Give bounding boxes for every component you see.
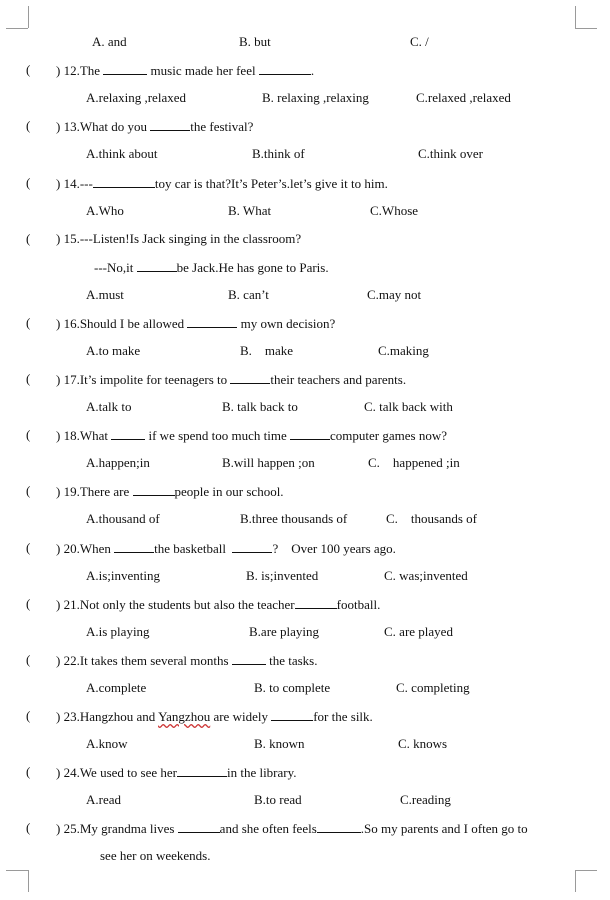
answer-paren: ( (26, 118, 31, 133)
option-a: A.complete (86, 680, 147, 695)
answer-blank (230, 371, 270, 384)
question-text-end: people in our school. (174, 484, 284, 499)
option-b: B. make (240, 343, 294, 358)
option-a: A.read (86, 792, 122, 807)
crop-mark-top-right-vertical (575, 6, 576, 28)
option-a: A.must (86, 287, 124, 302)
question-text: ) 12.The (56, 63, 101, 78)
question-text-end: .So my parents and I often go to (360, 821, 528, 836)
option-b: B.will happen ;on (222, 455, 315, 470)
question-text-mid: and she often feels (219, 821, 317, 836)
answer-paren: ( (26, 820, 31, 835)
crop-mark-bottom-right (575, 870, 597, 871)
answer-blank (271, 708, 313, 721)
answer-paren: ( (26, 708, 31, 723)
option-b: B. talk back to (222, 399, 298, 414)
option-a: A.thousand of (86, 511, 160, 526)
option-b: B. is;invented (246, 568, 319, 583)
question-text-mid: the basketball (154, 541, 226, 556)
option-b: B.are playing (249, 624, 320, 639)
option-c: C. / (410, 34, 429, 49)
answer-blank (93, 175, 155, 188)
answer-paren: ( (26, 483, 31, 498)
answer-paren: ( (26, 540, 31, 555)
option-a: A.is playing (86, 624, 150, 639)
option-c: C. completing (396, 680, 470, 695)
question-text-end: for the silk. (313, 709, 373, 724)
crop-mark-bottom-left-vertical (28, 870, 29, 892)
answer-paren: ( (26, 231, 31, 246)
option-a: A.happen;in (86, 455, 150, 470)
crop-mark-bottom-right-vertical (575, 870, 576, 892)
question-text: ) 19.There are (56, 484, 130, 499)
answer-blank (232, 540, 272, 553)
option-b: B. known (254, 736, 305, 751)
spellcheck-word: Yangzhou (158, 709, 211, 724)
answer-blank (178, 820, 220, 833)
option-c: C.may not (367, 287, 422, 302)
question-text: ) 21.Not only the students but also the teacher (56, 597, 295, 612)
question-text: ) 23.Hangzhou and (56, 709, 156, 724)
option-b: B. What (228, 203, 272, 218)
question-text: ) 20.When (56, 541, 111, 556)
option-a: A.is;inventing (86, 568, 161, 583)
crop-mark-bottom-left (6, 870, 28, 871)
answer-blank (111, 427, 145, 440)
question-text-end: . (310, 63, 315, 78)
question-text-end: in the library. (226, 765, 297, 780)
answer-blank (114, 540, 154, 553)
question-text-end: toy car is that?It’s Peter’s.let’s give it to him. (154, 176, 388, 191)
option-c: C.Whose (370, 203, 419, 218)
answer-paren: ( (26, 596, 31, 611)
question-text: see her on weekends. (100, 848, 211, 863)
option-b: B. can’t (228, 287, 269, 302)
question-text: ) 24.We used to see her (56, 765, 177, 780)
question-text: ) 15.---Listen!Is Jack singing in the classroom? (56, 231, 302, 246)
option-c: C. was;invented (384, 568, 468, 583)
answer-blank (290, 427, 330, 440)
answer-blank (137, 259, 177, 272)
answer-blank (177, 764, 227, 777)
answer-blank (317, 820, 361, 833)
answer-blank (133, 483, 175, 496)
option-a: A.Who (86, 203, 124, 218)
answer-paren: ( (26, 371, 31, 386)
question-text: ) 18.What (56, 428, 108, 443)
question-text-end: be Jack.He has gone to Paris. (176, 260, 329, 275)
answer-paren: ( (26, 652, 31, 667)
option-a: A.talk to (86, 399, 132, 414)
option-b: B.to read (254, 792, 302, 807)
answer-blank (187, 315, 237, 328)
question-text-end: the festival? (190, 119, 254, 134)
option-c: C. talk back with (364, 399, 453, 414)
option-b: B.think of (252, 146, 305, 161)
question-text: ) 14.--- (56, 176, 93, 191)
answer-paren: ( (26, 315, 31, 330)
option-c: C. are played (384, 624, 453, 639)
question-text-end: ? Over 100 years ago. (272, 541, 396, 556)
crop-mark-top-left (6, 28, 28, 29)
option-a: A.relaxing ,relaxed (86, 90, 186, 105)
question-text-end: their teachers and parents. (270, 372, 407, 387)
question-text-end: the tasks. (269, 653, 318, 668)
answer-blank (295, 596, 337, 609)
question-text-end: my own decision? (240, 316, 336, 331)
answer-blank (259, 62, 311, 75)
option-b: B.three thousands of (240, 511, 348, 526)
answer-blank (150, 118, 190, 131)
answer-paren: ( (26, 764, 31, 779)
option-c: C.think over (418, 146, 483, 161)
question-text-end: football. (336, 597, 381, 612)
option-b: B. but (239, 34, 271, 49)
question-text: ) 25.My grandma lives (56, 821, 175, 836)
answer-paren: ( (26, 62, 31, 77)
answer-paren: ( (26, 427, 31, 442)
option-a: A.to make (86, 343, 141, 358)
crop-mark-top-right (575, 28, 597, 29)
option-c: C.relaxed ,relaxed (416, 90, 511, 105)
option-a: A.know (86, 736, 128, 751)
option-a: A.think about (86, 146, 158, 161)
option-c: C.making (378, 343, 429, 358)
question-text: ) 22.It takes them several months (56, 653, 229, 668)
question-text: ---No,it (94, 260, 134, 275)
question-text: ) 13.What do you (56, 119, 147, 134)
option-b: B. to complete (254, 680, 331, 695)
answer-paren: ( (26, 175, 31, 190)
option-c: C. thousands of (386, 511, 477, 526)
option-b: B. relaxing ,relaxing (262, 90, 369, 105)
question-text: ) 17.It’s impolite for teenagers to (56, 372, 228, 387)
question-text-mid: if we spend too much time (148, 428, 287, 443)
crop-mark-top-left-vertical (28, 6, 29, 28)
option-a: A. and (92, 34, 127, 49)
question-text-end: computer games now? (330, 428, 447, 443)
option-c: C. knows (398, 736, 448, 751)
question-text-mid: are widely (213, 709, 268, 724)
option-c: C.reading (400, 792, 451, 807)
option-c: C. happened ;in (368, 455, 460, 470)
question-text: ) 16.Should I be allowed (56, 316, 185, 331)
answer-blank (103, 62, 147, 75)
question-text-mid: music made her feel (150, 63, 256, 78)
answer-blank (232, 652, 266, 665)
